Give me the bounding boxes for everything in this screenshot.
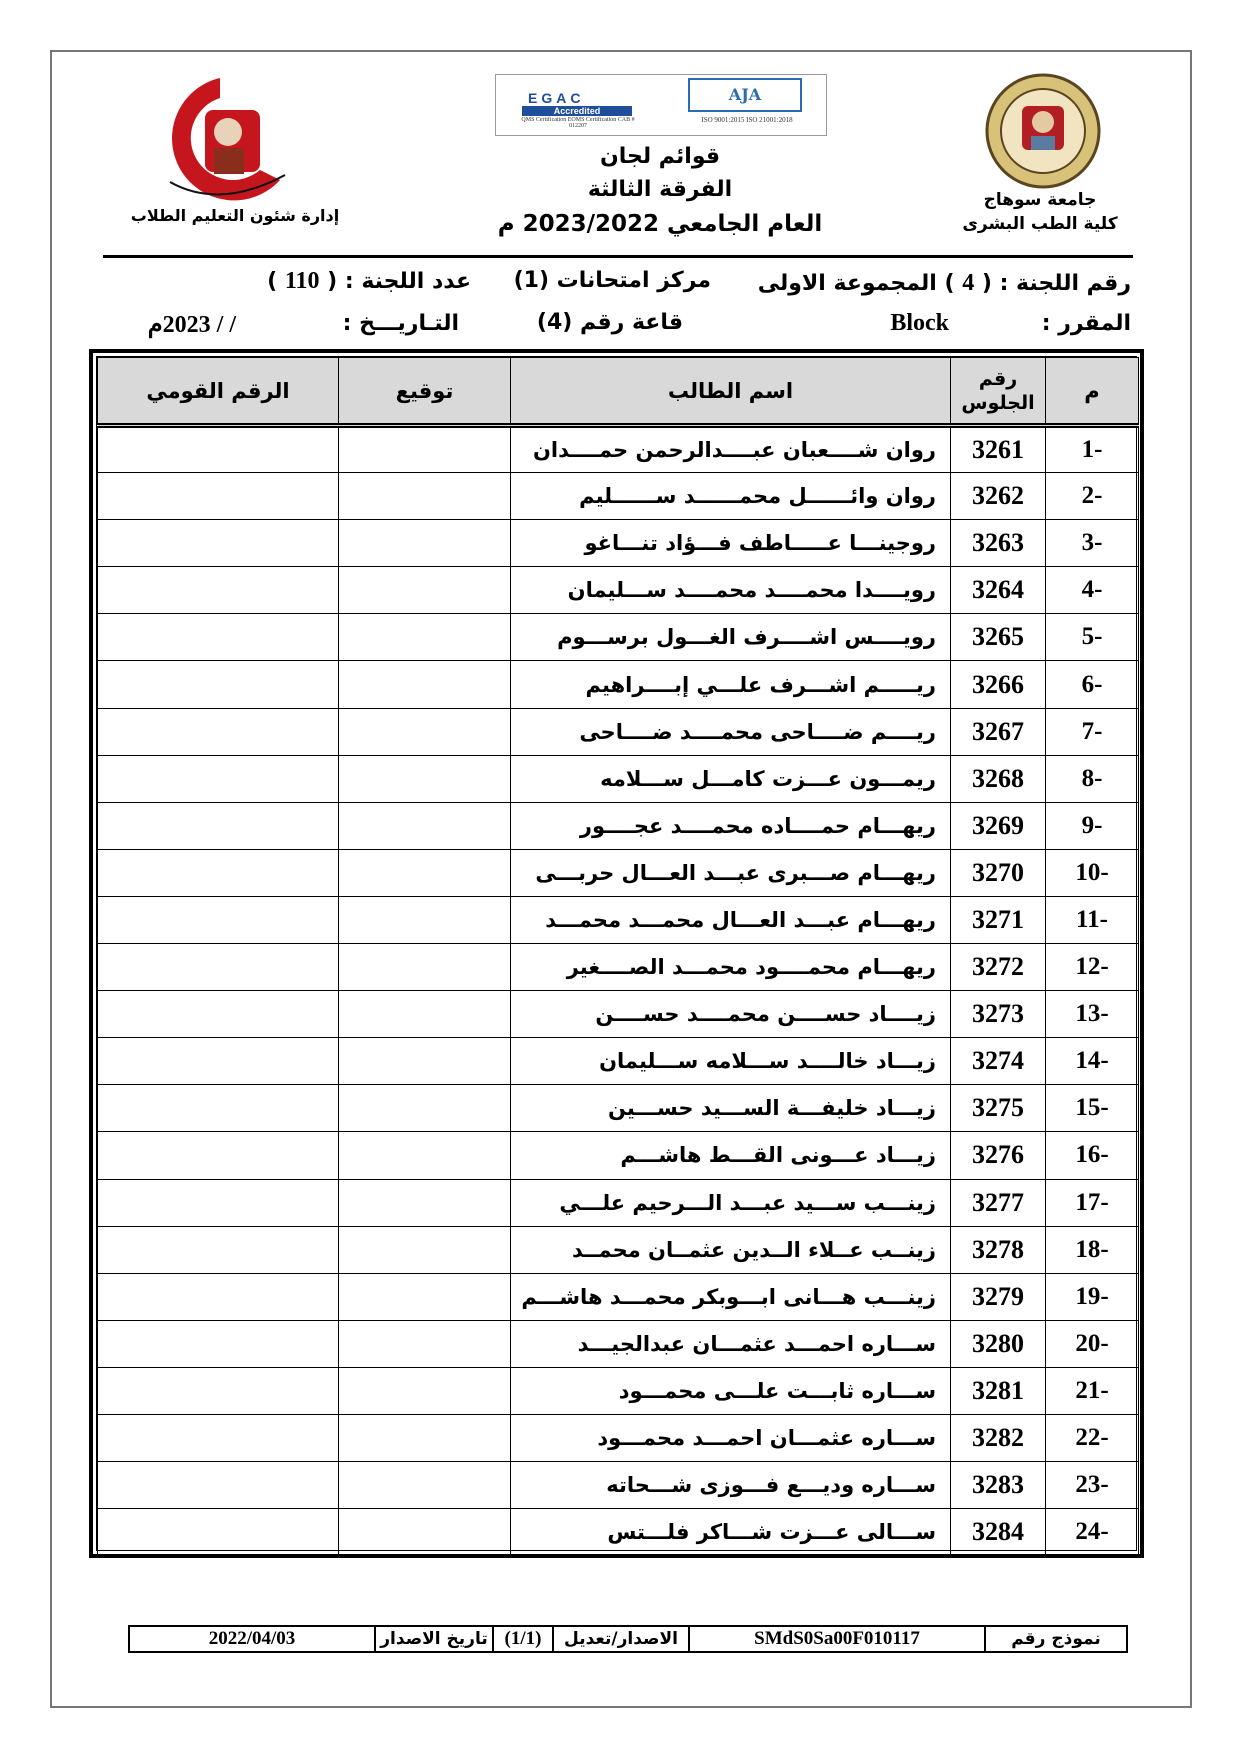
committee-label: رقم اللجنة : ( (981, 271, 1131, 296)
row-student-name: ســـاره ثابـــت علـــى محمـــود (511, 1367, 951, 1414)
row-index: -8 (1046, 755, 1139, 802)
row-student-name: ســـاره احمـــد عثمـــان عبدالجيـــد (511, 1320, 951, 1367)
row-index: -18 (1046, 1226, 1139, 1273)
hall-number: قاعة رقم (4) (536, 310, 683, 335)
table-row (98, 520, 1139, 567)
row-signature-cell (339, 944, 511, 991)
date-value (148, 310, 236, 339)
row-index: -10 (1046, 849, 1139, 896)
row-signature-cell (339, 1085, 511, 1132)
row-index: -7 (1046, 708, 1139, 755)
row-index: -11 (1046, 896, 1139, 943)
row-signature-cell (339, 661, 511, 708)
row-seat-number: 3282 (951, 1414, 1046, 1461)
table-row (98, 1132, 1139, 1179)
row-student-name: روجينـــا عـــــاطف فـــؤاد تنـــاغو (511, 520, 951, 567)
table-row (98, 1273, 1139, 1320)
table-row (98, 661, 1139, 708)
title-line2: الفرقة الثالثة (587, 177, 733, 202)
row-national-id-cell (98, 1320, 339, 1367)
row-signature-cell (339, 567, 511, 614)
row-seat-number: 3268 (951, 755, 1046, 802)
row-national-id-cell (98, 1226, 339, 1273)
row-signature-cell (339, 1462, 511, 1509)
committee-count-label: عدد اللجنة : ( (327, 269, 471, 294)
row-national-id-cell (98, 1367, 339, 1414)
date-value-text: / / 2023م (147, 312, 236, 338)
row-index: -1 (1046, 426, 1139, 473)
row-national-id-cell (98, 802, 339, 849)
row-seat-number: 3281 (951, 1367, 1046, 1414)
row-index: -2 (1046, 473, 1139, 520)
university-name (955, 188, 1125, 236)
row-national-id-cell (98, 1509, 339, 1556)
certification-logos (495, 74, 827, 136)
table-row (98, 567, 1139, 614)
row-signature-cell (339, 802, 511, 849)
egac-logo (500, 78, 650, 133)
row-student-name: روان وائــــــل محمــــــد ســــــليم (511, 473, 951, 520)
exam-center: مركز امتحانات (1) (513, 268, 711, 293)
row-student-name: زينــب عــلاء الــدين عثمــان محمــد (511, 1226, 951, 1273)
row-seat-number: 3272 (951, 944, 1046, 991)
row-national-id-cell (98, 1038, 339, 1085)
title-line3: العام الجامعي 2023/2022 م (497, 211, 823, 237)
row-seat-number: 3266 (951, 661, 1046, 708)
row-signature-cell (339, 1038, 511, 1085)
university-seal (980, 72, 1106, 190)
title-line1: قوائم لجان (599, 144, 721, 169)
table-row (98, 708, 1139, 755)
row-student-name: ريهـــام حمــــاده محمــــد عجــــور (511, 802, 951, 849)
row-national-id-cell (98, 896, 339, 943)
row-signature-cell (339, 1320, 511, 1367)
row-index: -21 (1046, 1367, 1139, 1414)
row-index: -13 (1046, 991, 1139, 1038)
table-row (98, 896, 1139, 943)
aja-title: AJA (688, 78, 802, 112)
row-national-id-cell (98, 755, 339, 802)
committee-value: 4 (962, 270, 975, 296)
row-student-name: ســـالى عـــزت شـــاكر فلـــتس (511, 1509, 951, 1556)
table-row (98, 991, 1139, 1038)
date-label: التـاريـــخ : (342, 311, 459, 336)
row-index: -5 (1046, 614, 1139, 661)
row-student-name: رويــــدا محمــــد محمــــد ســـليمان (511, 567, 951, 614)
row-national-id-cell (98, 567, 339, 614)
row-signature-cell (339, 896, 511, 943)
header-seat: رقم الجلوس (951, 358, 1046, 426)
row-student-name: ريــــم ضــــاحى محمــــد ضــــاحى (511, 708, 951, 755)
row-national-id-cell (98, 944, 339, 991)
header-divider (103, 255, 1133, 258)
row-seat-number: 3283 (951, 1462, 1046, 1509)
committee-count-close: ) (267, 269, 278, 294)
row-index: -3 (1046, 520, 1139, 567)
row-signature-cell (339, 708, 511, 755)
table-row (98, 849, 1139, 896)
row-index: -19 (1046, 1273, 1139, 1320)
row-student-name: زيـــاد خليفـــة الســـيد حســـين (511, 1085, 951, 1132)
row-student-name: زيـــاد عـــونى القـــط هاشـــم (511, 1132, 951, 1179)
course-value (890, 310, 949, 337)
row-student-name: زيــــاد حســــن محمــــد حســــن (511, 991, 951, 1038)
row-signature-cell (339, 991, 511, 1038)
table-row (98, 1226, 1139, 1273)
table-row (98, 614, 1139, 661)
row-signature-cell (339, 1226, 511, 1273)
document-title (470, 140, 850, 242)
row-national-id-cell (98, 426, 339, 473)
row-seat-number: 3274 (951, 1038, 1046, 1085)
row-index: -24 (1046, 1509, 1139, 1556)
row-national-id-cell (98, 991, 339, 1038)
row-national-id-cell (98, 614, 339, 661)
course-value-text: Block (890, 310, 949, 336)
row-student-name: زينـــب ســـيد عبـــد الـــرحيم علـــي (511, 1179, 951, 1226)
table-row (98, 473, 1139, 520)
table-row (98, 1462, 1139, 1509)
row-student-name: روان شــــعبان عبــــدالرحمن حمــــدان (511, 426, 951, 473)
faculty-logo (110, 70, 330, 210)
row-signature-cell (339, 520, 511, 567)
row-seat-number: 3262 (951, 473, 1046, 520)
header-name: اسم الطالب (511, 358, 951, 426)
issue-date-label: تاريخ الاصدار (374, 1627, 492, 1651)
row-signature-cell (339, 1414, 511, 1461)
row-seat-number: 3263 (951, 520, 1046, 567)
row-index: -6 (1046, 661, 1139, 708)
row-national-id-cell (98, 1179, 339, 1226)
row-signature-cell (339, 426, 511, 473)
row-seat-number: 3276 (951, 1132, 1046, 1179)
row-student-name: زيـــاد خالــــد ســـلامه ســـليمان (511, 1038, 951, 1085)
form-label: نموذج رقم (984, 1627, 1126, 1651)
table-row (98, 1320, 1139, 1367)
row-index: -14 (1046, 1038, 1139, 1085)
row-seat-number: 3271 (951, 896, 1046, 943)
aja-logo (688, 78, 818, 133)
row-signature-cell (339, 755, 511, 802)
table-row (98, 1367, 1139, 1414)
row-signature-cell (339, 1509, 511, 1556)
row-index: -20 (1046, 1320, 1139, 1367)
row-student-name: ريـــــم اشـــرف علـــي إبــــراهيم (511, 661, 951, 708)
table-row (98, 1414, 1139, 1461)
row-index: -17 (1046, 1179, 1139, 1226)
row-seat-number: 3264 (951, 567, 1046, 614)
university-line2: كلية الطب البشرى (962, 214, 1118, 234)
row-national-id-cell (98, 1273, 339, 1320)
egac-caption: QMS Certification EOMS Certification CAB # 012207 (521, 117, 635, 129)
table-row (98, 944, 1139, 991)
row-seat-number: 3278 (951, 1226, 1046, 1273)
row-index: -12 (1046, 944, 1139, 991)
row-seat-number: 3277 (951, 1179, 1046, 1226)
students-table (89, 349, 1144, 1558)
row-signature-cell (339, 1367, 511, 1414)
row-student-name: زينـــب هـــانى ابـــوبكر محمـــد هاشـــم (511, 1273, 951, 1320)
row-index: -15 (1046, 1085, 1139, 1132)
issue-date-value: 2022/04/03 (208, 1628, 296, 1649)
table-row (98, 1179, 1139, 1226)
row-signature-cell (339, 1273, 511, 1320)
header-index: م (1046, 358, 1139, 426)
row-student-name: ريهـــام عبـــد العـــال محمـــد محمـــد (511, 896, 951, 943)
row-student-name: رويــــس اشــــرف الغـــول برســـوم (511, 614, 951, 661)
table-row (98, 1085, 1139, 1132)
table-row (98, 1038, 1139, 1085)
version-value: (1/1) (492, 1627, 552, 1651)
row-seat-number: 3269 (951, 802, 1046, 849)
table-header-row (98, 358, 1139, 426)
row-national-id-cell (98, 849, 339, 896)
row-seat-number: 3273 (951, 991, 1046, 1038)
row-student-name: ســـاره وديـــع فـــوزى شـــحاته (511, 1462, 951, 1509)
version-label: الاصدار/تعديل (552, 1627, 688, 1651)
row-seat-number: 3270 (951, 849, 1046, 896)
row-national-id-cell (98, 1132, 339, 1179)
row-seat-number: 3261 (951, 426, 1046, 473)
row-national-id-cell (98, 708, 339, 755)
egac-title: EGAC (528, 90, 585, 106)
committee-number (758, 270, 1131, 297)
university-line1: جامعة سوهاج (983, 190, 1097, 210)
row-signature-cell (339, 473, 511, 520)
course-label: المقرر : (1041, 311, 1131, 336)
form-footer (128, 1625, 1128, 1653)
row-index: -9 (1046, 802, 1139, 849)
row-index: -16 (1046, 1132, 1139, 1179)
row-seat-number: 3279 (951, 1273, 1046, 1320)
row-national-id-cell (98, 1462, 339, 1509)
row-national-id-cell (98, 1414, 339, 1461)
row-signature-cell (339, 1179, 511, 1226)
row-national-id-cell (98, 520, 339, 567)
row-index: -22 (1046, 1414, 1139, 1461)
form-number: SMdS0Sa00F010117 (688, 1627, 984, 1651)
row-seat-number: 3275 (951, 1085, 1046, 1132)
row-national-id-cell (98, 661, 339, 708)
committee-count-value: 110 (284, 268, 320, 294)
table-row (98, 755, 1139, 802)
row-index: -23 (1046, 1462, 1139, 1509)
department-name: إدارة شئون التعليم الطلاب (130, 206, 340, 225)
table-row (98, 1509, 1139, 1556)
row-student-name: ريمـــون عـــزت كامـــل ســـلامه (511, 755, 951, 802)
aja-caption: ISO 9001:2015 ISO 21001:2018 (701, 116, 793, 124)
row-student-name: ســـاره عثمـــان احمـــد محمـــود (511, 1414, 951, 1461)
table-row (98, 426, 1139, 473)
row-national-id-cell (98, 1085, 339, 1132)
row-seat-number: 3265 (951, 614, 1046, 661)
row-student-name: ريهـــام محمــــود محمـــد الصــــغير (511, 944, 951, 991)
row-seat-number: 3267 (951, 708, 1046, 755)
header-national-id: الرقم القومي (98, 358, 339, 426)
row-national-id-cell (98, 473, 339, 520)
committee-count (267, 268, 471, 295)
row-seat-number: 3280 (951, 1320, 1046, 1367)
row-seat-number: 3284 (951, 1509, 1046, 1556)
row-signature-cell (339, 1132, 511, 1179)
row-index: -4 (1046, 567, 1139, 614)
egac-badge: Accredited (522, 106, 632, 116)
row-signature-cell (339, 614, 511, 661)
row-student-name: ريهـــام صـــبرى عبـــد العـــال حربـــى (511, 849, 951, 896)
row-signature-cell (339, 849, 511, 896)
header-signature: توقيع (339, 358, 511, 426)
committee-group: ) المجموعة الاولى (757, 271, 955, 296)
table-row (98, 802, 1139, 849)
